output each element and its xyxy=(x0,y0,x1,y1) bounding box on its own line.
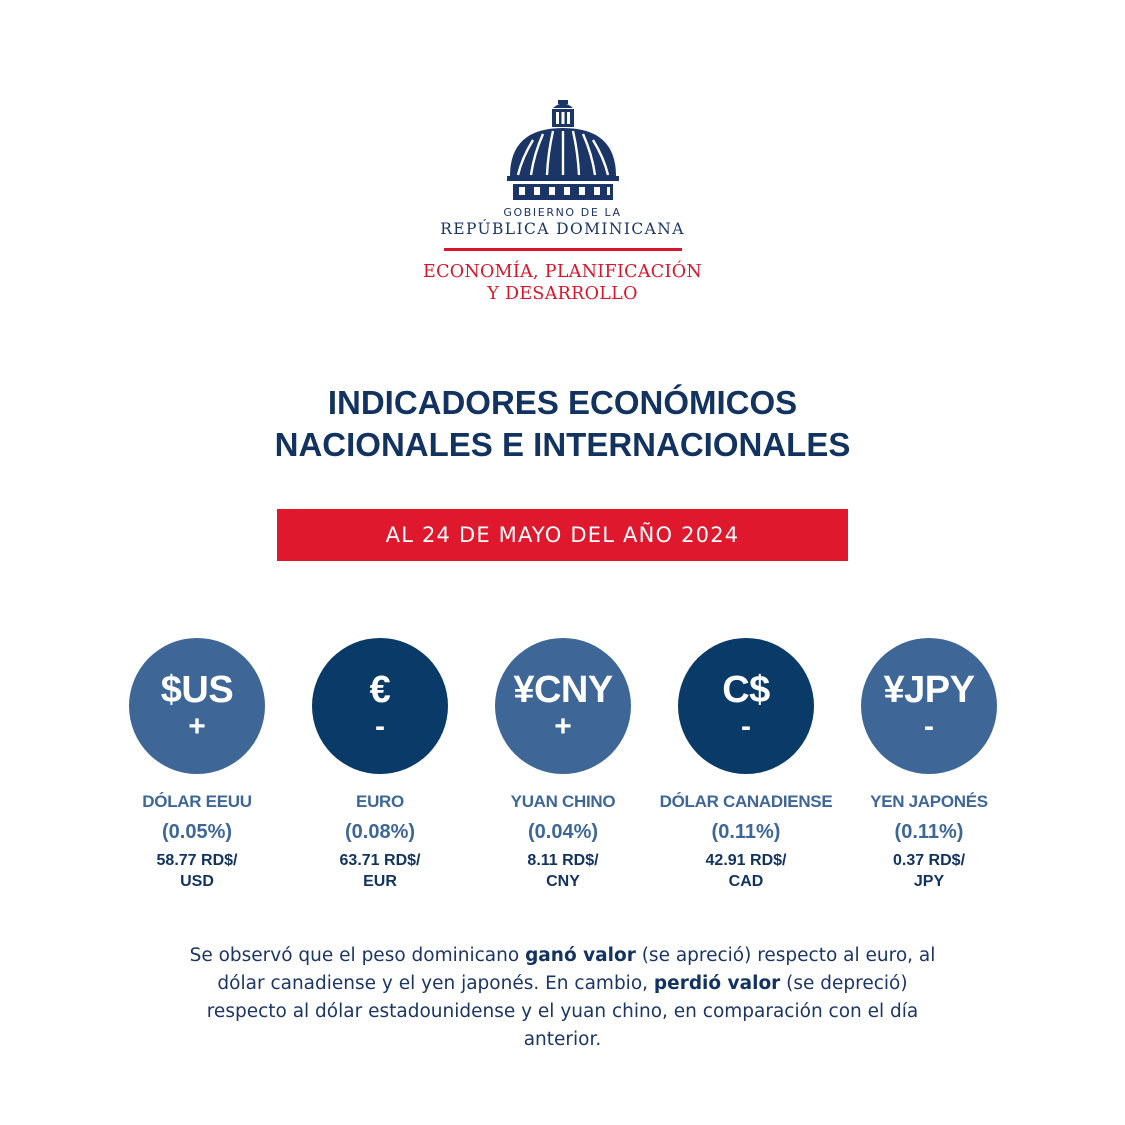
logo-divider xyxy=(444,248,682,251)
currency-usd xyxy=(97,638,297,892)
currency-badge xyxy=(495,638,631,774)
currency-badge xyxy=(312,638,448,774)
currency-cad xyxy=(646,638,846,892)
currency-rate xyxy=(97,850,297,892)
gov-line1: GOBIERNO DE LA xyxy=(503,206,622,219)
rate-unit: EUR xyxy=(363,873,397,890)
dome-icon xyxy=(507,98,619,202)
currency-name: DÓLAR CANADIENSE xyxy=(659,792,833,811)
currency-symbol: € xyxy=(369,669,391,711)
currency-name: DÓLAR EEUU xyxy=(142,792,252,811)
ministry-name xyxy=(0,261,1125,305)
rate-value: 0.37 RD$/ xyxy=(892,852,966,869)
currency-name: YEN JAPONÉS xyxy=(870,792,988,811)
rate-unit: USD xyxy=(180,873,214,890)
currency-symbol: $US xyxy=(160,669,234,711)
note-bold-gain: ganó valor xyxy=(525,945,636,966)
change-sign: - xyxy=(375,710,385,743)
currency-change: (0.05%) xyxy=(161,821,233,843)
page-title xyxy=(0,382,1125,466)
change-sign: + xyxy=(188,710,206,743)
currency-change: (0.11%) xyxy=(894,821,964,843)
currency-change: (0.11%) xyxy=(711,821,781,843)
rate-unit: JPY xyxy=(913,873,945,890)
currency-badge xyxy=(861,638,997,774)
note-bold-loss: perdió valor xyxy=(653,973,781,994)
note-text-3: (se depreció) respecto al dólar estadounidense y el yuan chino, en comparación con el día anterior. xyxy=(206,973,919,1050)
rate-value: 42.91 RD$/ xyxy=(705,852,787,869)
note-text-2: (se apreció) respecto al euro, al dólar canadiense y el yen japonés. En cambio, xyxy=(217,945,936,994)
change-sign: - xyxy=(741,710,751,743)
ministry-line1: ECONOMÍA, PLANIFICACIÓN xyxy=(423,262,702,282)
currency-symbol: C$ xyxy=(722,669,770,711)
currency-jpy xyxy=(829,638,1029,892)
currency-rate xyxy=(280,850,480,892)
currency-rate xyxy=(463,850,663,892)
government-logo xyxy=(0,98,1125,305)
currency-indicators xyxy=(0,638,1125,898)
gov-line2: REPÚBLICA DOMINICANA xyxy=(440,220,685,238)
change-sign: - xyxy=(924,710,934,743)
currency-cny xyxy=(463,638,663,892)
currency-change: (0.04%) xyxy=(527,821,599,843)
currency-change: (0.08%) xyxy=(344,821,416,843)
currency-name: YUAN CHINO xyxy=(510,792,616,811)
change-sign: + xyxy=(554,710,572,743)
currency-symbol: ¥JPY xyxy=(883,669,975,711)
currency-badge xyxy=(129,638,265,774)
currency-badge xyxy=(678,638,814,774)
currency-rate xyxy=(829,850,1029,892)
currency-name: EURO xyxy=(356,792,404,811)
summary-note xyxy=(180,942,945,1054)
currency-eur xyxy=(280,638,480,892)
note-text-1: Se observó que el peso dominicano xyxy=(189,945,526,966)
ministry-line2: Y DESARROLLO xyxy=(487,284,638,304)
currency-rate xyxy=(646,850,846,892)
currency-symbol: ¥CNY xyxy=(513,669,613,711)
title-line2: NACIONALES E INTERNACIONALES xyxy=(274,426,851,463)
rate-value: 58.77 RD$/ xyxy=(156,852,238,869)
title-line1: INDICADORES ECONÓMICOS xyxy=(327,384,798,421)
rate-value: 8.11 RD$/ xyxy=(527,852,599,869)
rate-value: 63.71 RD$/ xyxy=(339,852,421,869)
rate-unit: CNY xyxy=(546,873,580,890)
rate-unit: CAD xyxy=(728,873,764,890)
date-banner: AL 24 DE MAYO DEL AÑO 2024 xyxy=(277,509,848,561)
